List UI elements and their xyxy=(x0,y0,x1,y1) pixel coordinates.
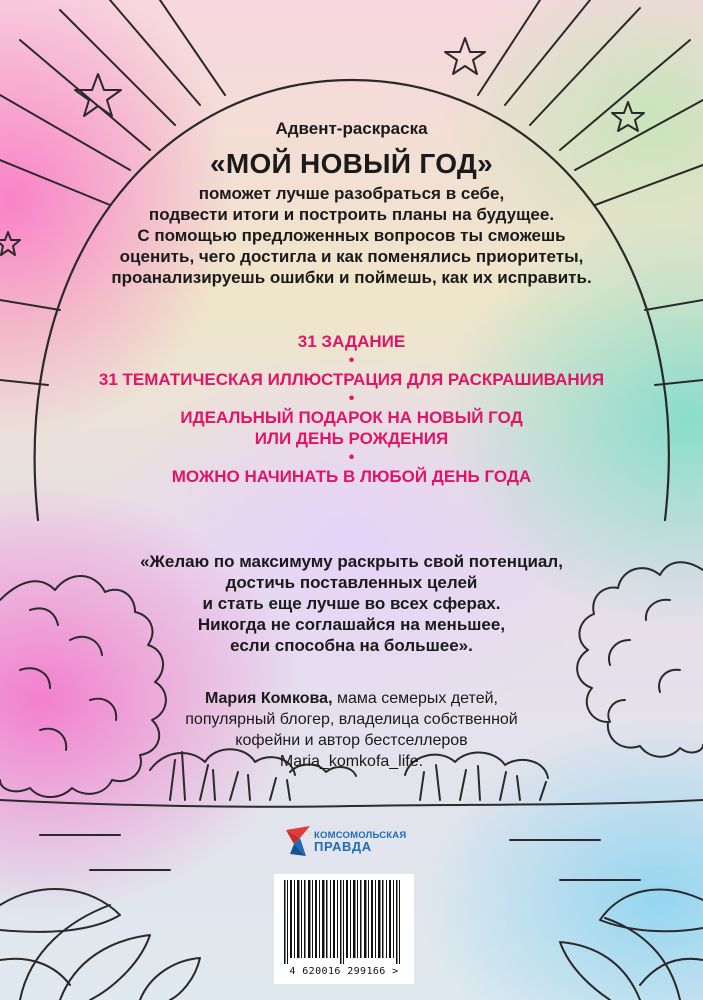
author-quote xyxy=(0,551,703,656)
bullet-separator: • xyxy=(348,390,355,407)
description-line: С помощью предложенных вопросов ты сможешь xyxy=(137,226,566,245)
publisher-name-line2: ПРАВДА xyxy=(314,839,372,854)
author-name: Мария Комкова, xyxy=(205,690,333,707)
quote-line: «Желаю по максимуму раскрыть свой потенциал, xyxy=(140,552,563,571)
quote-line: и стать еще лучше во всех сферах. xyxy=(202,594,501,613)
author-bio-line xyxy=(0,688,703,709)
feature-item: 31 ТЕМАТИЧЕСКАЯ ИЛЛЮСТРАЦИЯ ДЛЯ РАСКРАШИВАНИЯ xyxy=(98,370,605,389)
author-bio-line: кофейни и автор бестселлеров xyxy=(235,732,468,749)
quote-line: достичь поставленных целей xyxy=(225,573,478,592)
barcode-bars xyxy=(274,874,414,966)
bullet-separator: • xyxy=(348,352,355,369)
publisher-logo xyxy=(284,824,414,860)
quote-line: Никогда не соглашайся на меньшее, xyxy=(197,615,506,634)
author-bio-text: мама семерых детей, xyxy=(332,690,498,707)
bullet-separator: • xyxy=(348,449,355,466)
description-line: оценить, чего достигла и как поменялись приоритеты, xyxy=(119,247,584,266)
intro-block xyxy=(0,118,703,288)
author-bio-line: популярный блогер, владелица собственной xyxy=(185,711,518,728)
feature-item: 31 ЗАДАНИЕ xyxy=(297,332,406,351)
publisher-star-icon xyxy=(284,824,312,858)
quote-line: если способна на большее». xyxy=(230,636,473,655)
publisher-name-line1: КОМСОМОЛЬСКАЯ xyxy=(314,830,407,841)
feature-item: ИЛИ ДЕНЬ РОЖДЕНИЯ xyxy=(254,429,449,448)
description-line: проанализируешь ошибки и поймешь, как их исправить. xyxy=(111,268,592,287)
feature-item: МОЖНО НАЧИНАТЬ В ЛЮБОЙ ДЕНЬ ГОДА xyxy=(171,467,532,486)
book-title: «МОЙ НОВЫЙ ГОД» xyxy=(209,148,494,179)
feature-item: ИДЕАЛЬНЫЙ ПОДАРОК НА НОВЫЙ ГОД xyxy=(180,408,523,427)
description-line: поможет лучше разобраться в себе, xyxy=(198,184,505,203)
feature-list xyxy=(0,331,703,487)
product-type-label: Адвент-раскраска xyxy=(275,119,428,138)
barcode xyxy=(274,874,414,984)
description-line: подвести итоги и построить планы на будущее. xyxy=(148,205,555,224)
author-bio-line: Maria_komkofa_life. xyxy=(279,753,424,770)
author-bio xyxy=(0,688,703,772)
barcode-number: 4 620016 299166 > xyxy=(289,966,399,977)
